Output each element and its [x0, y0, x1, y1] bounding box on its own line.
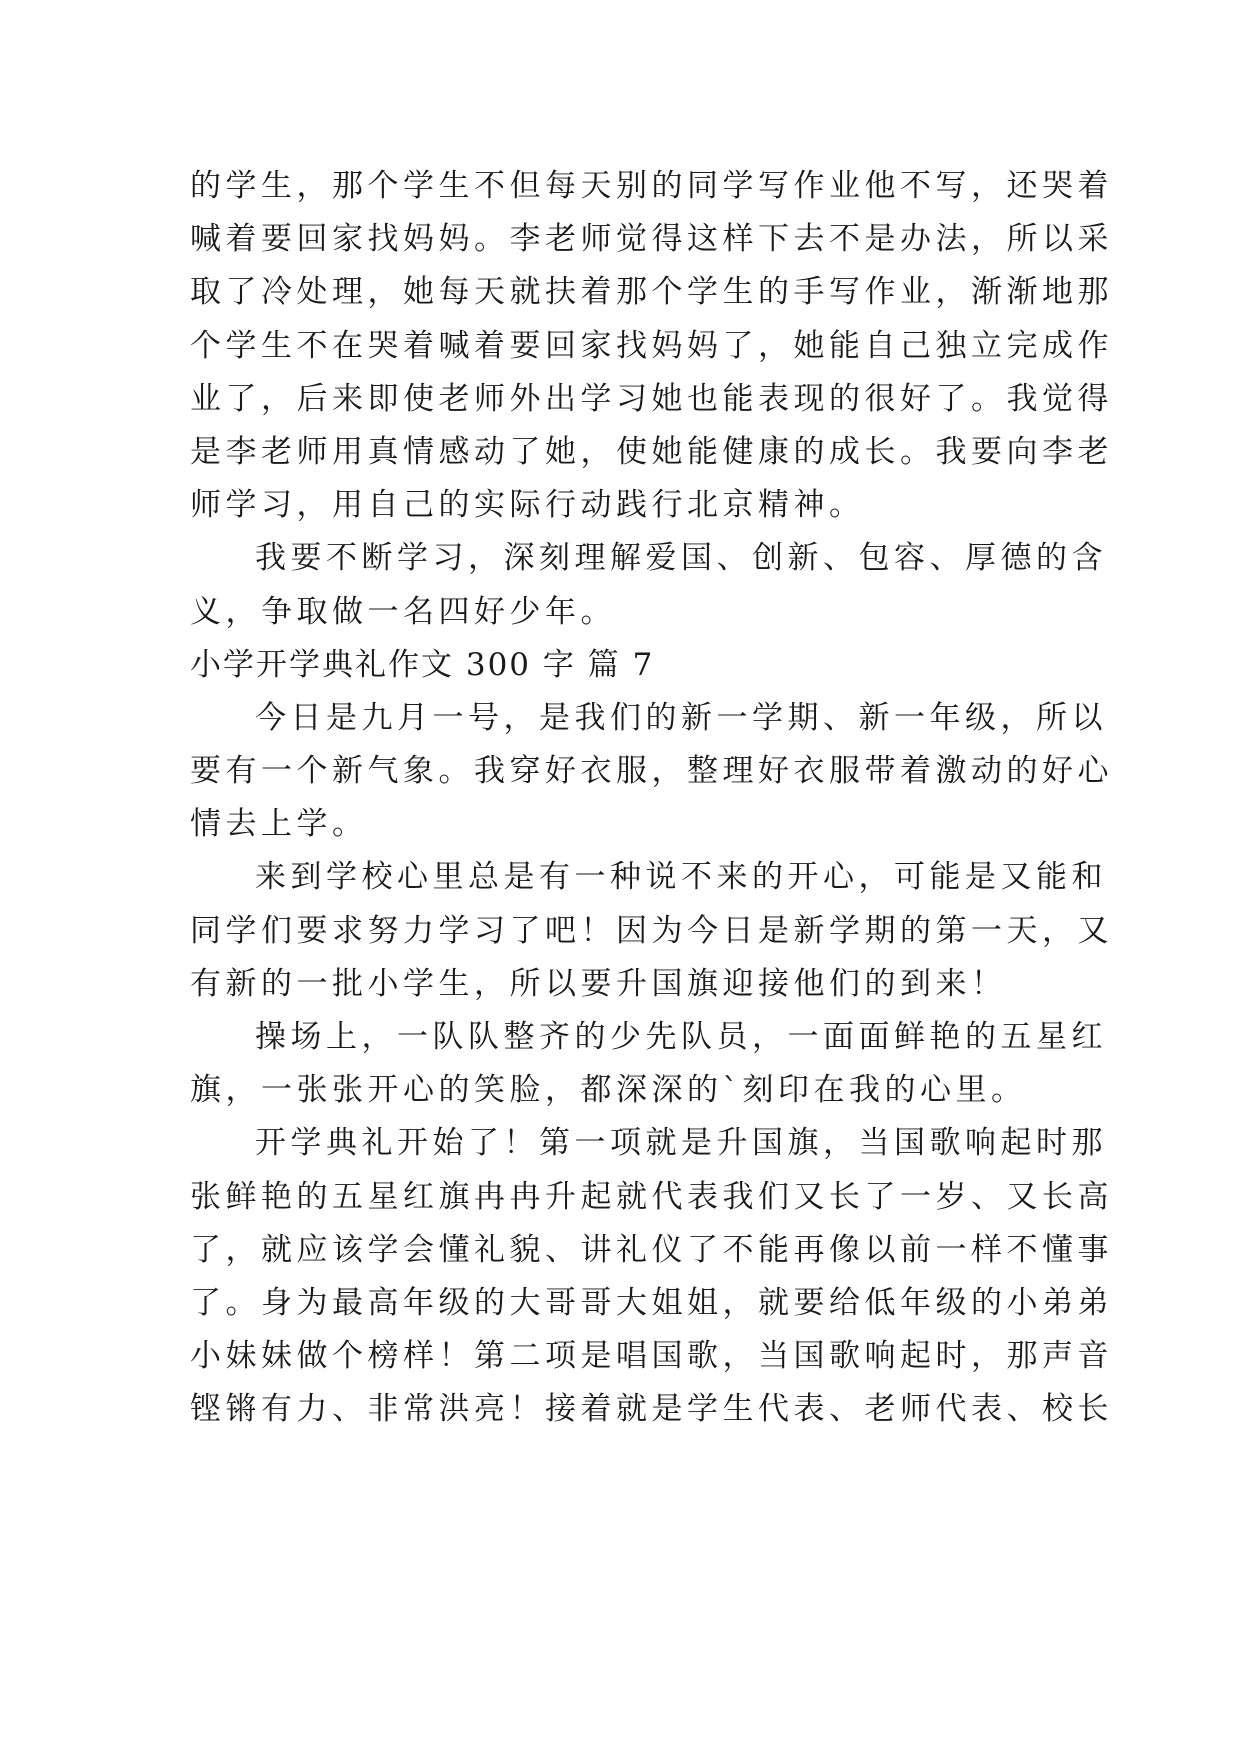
text-line: 开学典礼开始了！第一项就是升国旗，当国歌响起时那	[255, 1125, 1107, 1162]
paragraph	[190, 851, 1113, 1011]
paragraph	[190, 1011, 1107, 1117]
text-line: 铿锵有力、非常洪亮！接着就是学生代表、老师代表、校长	[190, 1391, 1113, 1428]
text-line: 情去上学。	[190, 806, 368, 843]
text-line: 是李老师用真情感动了她，使她能健康的成长。我要向李老	[190, 433, 1113, 470]
text-line: 有新的一批小学生，所以要升国旗迎接他们的到来！	[190, 965, 1007, 1002]
text-line: 业了，后来即使老师外出学习她也能表现的很好了。我觉得	[190, 380, 1113, 417]
text-line: 的学生，那个学生不但每天别的同学写作业他不写，还哭着	[190, 168, 1113, 204]
text-line: 今日是九月一号，是我们的新一学期、新一年级，所以	[255, 699, 1107, 736]
text-line: 义，争取做一名四好少年。	[190, 593, 616, 630]
paragraph	[190, 1117, 1113, 1436]
text-line: 师学习，用自己的实际行动践行北京精神。	[190, 487, 865, 524]
paragraph	[190, 160, 1113, 532]
section-heading: 小学开学典礼作文 300 字 篇 7	[190, 646, 655, 683]
paragraph	[190, 532, 1107, 638]
text-line: 喊着要回家找妈妈。李老师觉得这样下去不是办法，所以采	[190, 221, 1113, 258]
text-line: 我要不断学习，深刻理解爱国、创新、包容、厚德的含	[255, 540, 1107, 577]
text-line: 小妹妹做个榜样！第二项是唱国歌，当国歌响起时，那声音	[190, 1338, 1113, 1375]
text-line: 张鲜艳的五星红旗冉冉升起就代表我们又长了一岁、又长高	[190, 1178, 1113, 1215]
text-line: 旗，一张张开心的笑脸，都深深的`刻印在我的心里。	[190, 1072, 1027, 1109]
text-line: 同学们要求努力学习了吧！因为今日是新学期的第一天，又	[190, 912, 1113, 949]
text-line: 个学生不在哭着喊着要回家找妈妈了，她能自己独立完成作	[190, 327, 1113, 364]
text-line: 来到学校心里总是有一种说不来的开心，可能是又能和	[255, 859, 1107, 896]
text-line: 了，就应该学会懂礼貌、讲礼仪了不能再像以前一样不懂事	[190, 1231, 1113, 1268]
text-line: 了。身为最高年级的大哥哥大姐姐，就要给低年级的小弟弟	[190, 1284, 1113, 1321]
text-line: 取了冷处理，她每天就扶着那个学生的手写作业，渐渐地那	[190, 274, 1113, 311]
text-line: 操场上，一队队整齐的少先队员，一面面鲜艳的五星红	[255, 1019, 1107, 1055]
paragraph	[190, 692, 1113, 852]
document-body	[190, 160, 1113, 1437]
text-line: 要有一个新气象。我穿好衣服，整理好衣服带着激动的好心	[190, 753, 1113, 790]
